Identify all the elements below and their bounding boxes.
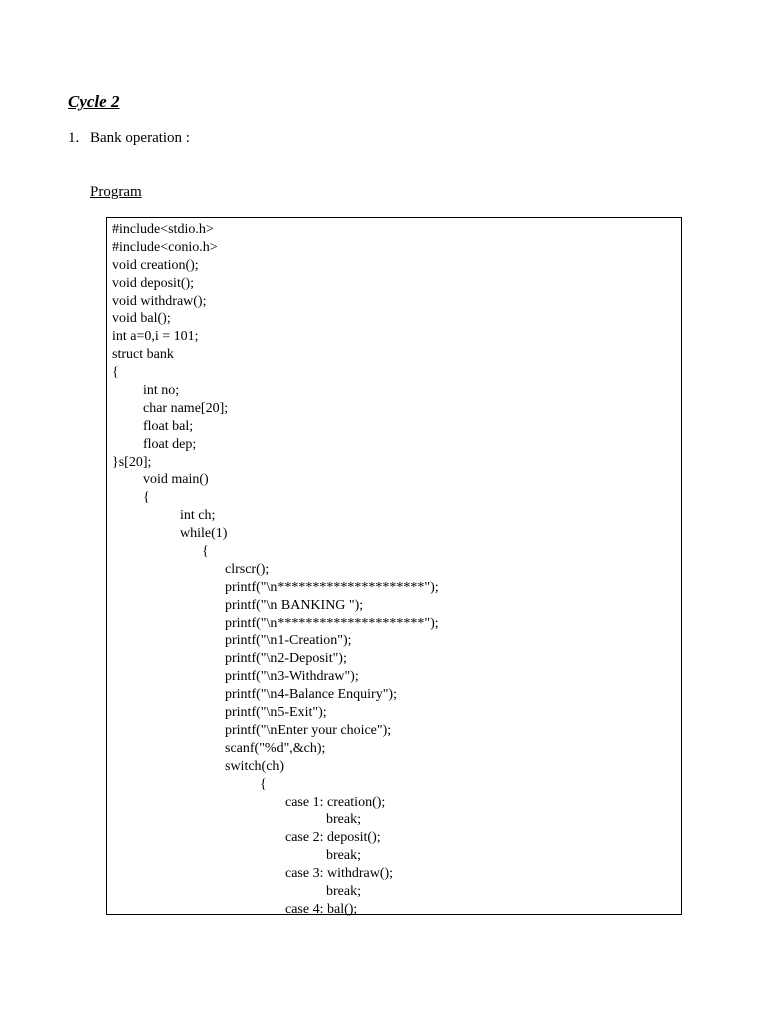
code-line: break; bbox=[326, 883, 361, 899]
code-line: }s[20]; bbox=[112, 454, 152, 470]
code-line: printf("\n*********************"); bbox=[225, 579, 439, 595]
code-line: scanf("%d",&ch); bbox=[225, 740, 326, 756]
code-line: printf("\n5-Exit"); bbox=[225, 705, 327, 721]
section-heading bbox=[68, 130, 190, 147]
program-label: Program bbox=[90, 184, 142, 200]
code-line: case 3: withdraw(); bbox=[285, 866, 394, 882]
code-line: { bbox=[143, 490, 150, 506]
code-line: { bbox=[202, 544, 209, 560]
code-line: void main() bbox=[143, 472, 209, 488]
code-line: float bal; bbox=[143, 418, 194, 434]
code-line: int no; bbox=[143, 383, 180, 399]
code-line: void withdraw(); bbox=[112, 293, 207, 309]
code-line: { bbox=[260, 776, 267, 792]
code-line: printf("\n*********************"); bbox=[225, 615, 439, 631]
code-line: printf("\n3-Withdraw"); bbox=[225, 669, 359, 685]
code-line: #include<stdio.h> bbox=[112, 222, 214, 237]
item-text: Bank operation : bbox=[90, 130, 190, 146]
code-line: case 2: deposit(); bbox=[285, 830, 381, 846]
item-number: 1. bbox=[68, 130, 80, 146]
code-line: case 4: bal(); bbox=[285, 901, 358, 917]
code-line: break; bbox=[326, 812, 361, 828]
code-line: printf("\n1-Creation"); bbox=[225, 633, 352, 649]
code-line: struct bank bbox=[112, 347, 174, 363]
code-line: { bbox=[112, 365, 119, 381]
code-line: printf("\n2-Deposit"); bbox=[225, 651, 347, 667]
code-line: printf("\nEnter your choice"); bbox=[225, 722, 392, 738]
code-line: case 1: creation(); bbox=[285, 794, 386, 810]
code-listing-box bbox=[106, 217, 682, 915]
code-line: int ch; bbox=[180, 508, 216, 524]
code-line: printf("\n BANKING "); bbox=[225, 597, 364, 613]
code-line: switch(ch) bbox=[225, 758, 285, 774]
code-line: clrscr(); bbox=[225, 561, 270, 577]
code-line: int a=0,i = 101; bbox=[112, 329, 199, 345]
code-line: printf("\n4-Balance Enquiry"); bbox=[225, 687, 397, 703]
code-lines bbox=[112, 221, 439, 919]
code-line: void deposit(); bbox=[112, 275, 195, 291]
code-line: break; bbox=[326, 848, 361, 864]
code-line: while(1) bbox=[180, 526, 228, 542]
code-line: void creation(); bbox=[112, 257, 199, 273]
code-line: #include<conio.h> bbox=[112, 239, 218, 255]
code-line: char name[20]; bbox=[143, 400, 229, 416]
code-line: void bal(); bbox=[112, 311, 171, 327]
cycle-title: Cycle 2 bbox=[68, 92, 120, 111]
code-line: float dep; bbox=[143, 436, 197, 452]
